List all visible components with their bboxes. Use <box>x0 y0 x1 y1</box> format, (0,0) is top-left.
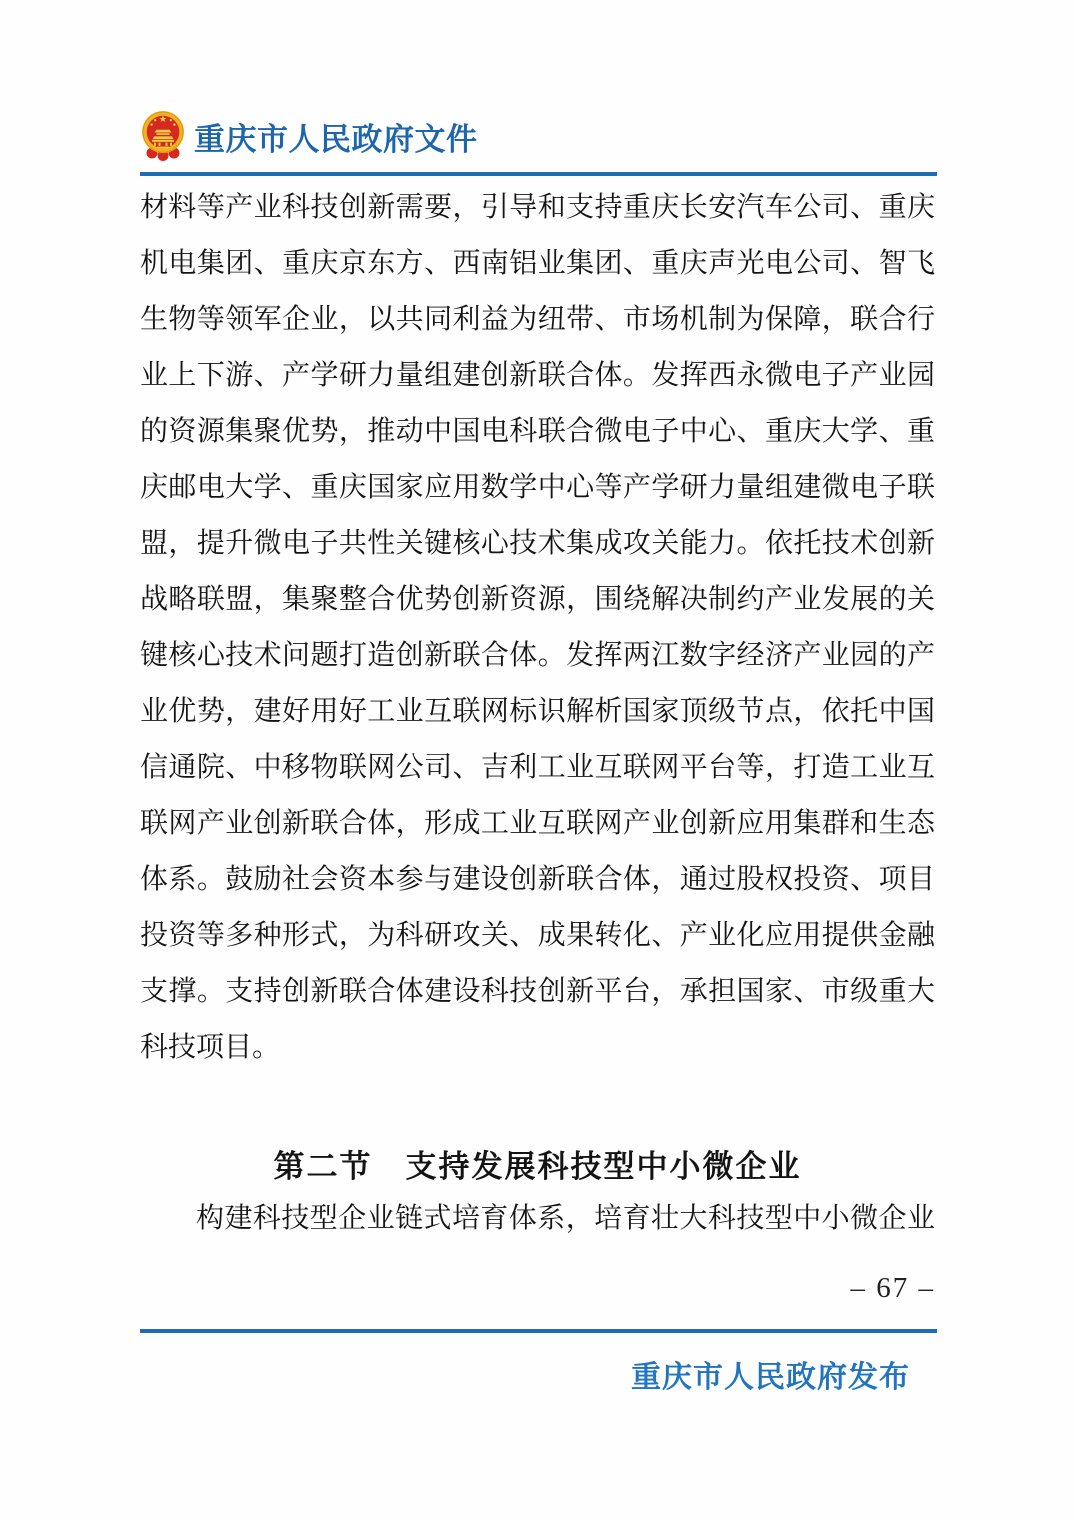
paragraph-line: 战略联盟，集聚整合优势创新资源，围绕解决制约产业发展的关 <box>140 584 935 615</box>
paragraph-line: 业优势，建好用好工业互联网标识解析国家顶级节点，依托中国 <box>140 696 935 727</box>
paragraph-line: 生物等领军企业，以共同利益为纽带、市场机制为保障，联合行 <box>140 304 935 335</box>
header-divider-line <box>140 172 937 176</box>
paragraph-line: 庆邮电大学、重庆国家应用数学中心等产学研力量组建微电子联 <box>140 472 935 503</box>
section-heading: 第二节 支持发展科技型中小微企业 <box>273 1149 802 1184</box>
document-header-title: 重庆市人民政府文件 <box>194 121 478 157</box>
paragraph-line: 投资等多种形式，为科研攻关、成果转化、产业化应用提供金融 <box>140 920 935 951</box>
paragraph-line: 键核心技术问题打造创新联合体。发挥两江数字经济产业园的产 <box>140 640 935 671</box>
paragraph-line: 机电集团、重庆京东方、西南铝业集团、重庆声光电公司、智飞 <box>140 248 935 279</box>
paragraph-line: 科技项目。 <box>140 1032 281 1063</box>
page-number: – 67 – <box>850 1272 935 1304</box>
paragraph-line: 体系。鼓励社会资本参与建设创新联合体，通过股权投资、项目 <box>140 864 935 895</box>
paragraph-line: 联网产业创新联合体，形成工业互联网产业创新应用集群和生态 <box>140 808 935 839</box>
body-paragraph-2: 构建科技型企业链式培育体系，培育壮大科技型中小微企业 <box>196 1203 935 1234</box>
paragraph-line: 材料等产业科技创新需要，引导和支持重庆长安汽车公司、重庆 <box>140 192 935 223</box>
paragraph-line: 业上下游、产学研力量组建创新联合体。发挥西永微电子产业园 <box>140 360 935 391</box>
paragraph-line: 信通院、中移物联网公司、吉利工业互联网平台等，打造工业互 <box>140 752 935 783</box>
paragraph-line: 支撑。支持创新联合体建设科技创新平台，承担国家、市级重大 <box>140 976 935 1007</box>
paragraph-line: 的资源集聚优势，推动中国电科联合微电子中心、重庆大学、重 <box>140 416 935 447</box>
footer-divider-line <box>140 1329 937 1333</box>
document-header <box>141 110 936 162</box>
body-paragraph <box>140 180 935 1076</box>
publisher-label: 重庆市人民政府发布 <box>631 1361 910 1394</box>
national-emblem-icon <box>141 110 185 162</box>
paragraph-line: 盟，提升微电子共性关键核心技术集成攻关能力。依托技术创新 <box>140 528 935 559</box>
